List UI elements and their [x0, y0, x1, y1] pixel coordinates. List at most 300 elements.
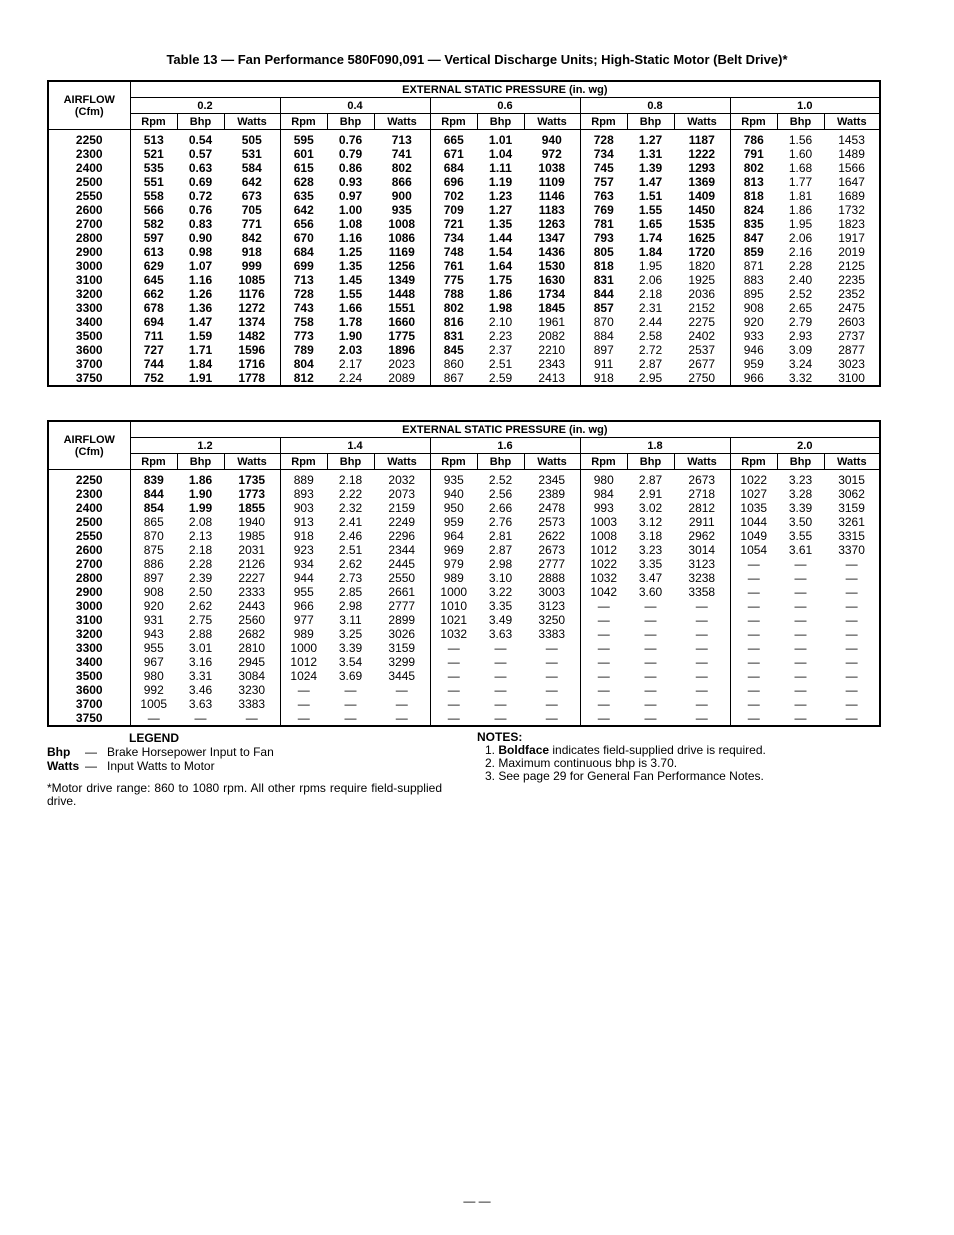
- table-cell: 2019: [824, 245, 880, 259]
- table-cell: 1.81: [788, 189, 813, 203]
- table-cell: 842: [224, 231, 280, 245]
- table-cell: 1.90: [338, 329, 363, 343]
- table-cell: —: [747, 641, 760, 655]
- table-cell: 793: [593, 231, 614, 245]
- table-cell: 2.72: [638, 343, 663, 357]
- table-cell: 1917: [824, 231, 880, 245]
- airflow-cell: 2500: [48, 175, 130, 189]
- table-cell: 870: [593, 315, 614, 329]
- table-cell: 1349: [374, 273, 430, 287]
- table-cell: 2877: [824, 343, 880, 357]
- table-cell: 1961: [524, 315, 580, 329]
- table-cell: 734: [593, 147, 614, 161]
- table-cell: 2475: [824, 301, 880, 315]
- table-row: [48, 329, 880, 343]
- table-cell: 1049: [740, 529, 768, 543]
- table-cell: 2344: [374, 543, 430, 557]
- table-row: [48, 515, 880, 529]
- table-cell: —: [747, 585, 760, 599]
- table-cell: 935: [443, 473, 464, 487]
- table-cell: 999: [224, 259, 280, 273]
- note-bold: Boldface: [498, 743, 550, 757]
- table-cell: 1.90: [188, 487, 213, 501]
- table-cell: 1778: [224, 371, 280, 386]
- table-cell: 713: [293, 273, 314, 287]
- table-cell: 824: [743, 203, 764, 217]
- airflow-cell: 3300: [48, 641, 130, 655]
- table-cell: 2296: [374, 529, 430, 543]
- table-row: [48, 669, 880, 683]
- table-cell: 847: [743, 231, 764, 245]
- table-cell: —: [794, 655, 807, 669]
- table-cell: 3.49: [488, 613, 513, 627]
- table-cell: 1.84: [188, 357, 213, 371]
- table-cell: 1.00: [338, 203, 363, 217]
- table-cell: 931: [143, 613, 164, 627]
- table-cell: 1.16: [338, 231, 363, 245]
- table-cell: 1.77: [788, 175, 813, 189]
- table-cell: 2.18: [188, 543, 213, 557]
- airflow-cell: 3100: [48, 613, 130, 627]
- table-cell: 1044: [740, 515, 768, 529]
- table-cell: —: [494, 697, 507, 711]
- table-cell: 1482: [224, 329, 280, 343]
- table-cell: 1775: [374, 329, 430, 343]
- table-cell: —: [747, 599, 760, 613]
- table-cell: 1925: [674, 273, 730, 287]
- column-header: Rpm: [430, 454, 477, 470]
- table-cell: 977: [293, 613, 314, 627]
- table-cell: —: [644, 641, 657, 655]
- table-cell: 1630: [524, 273, 580, 287]
- table-cell: 2603: [824, 315, 880, 329]
- table-cell: 763: [593, 189, 614, 203]
- table-cell: 2445: [374, 557, 430, 571]
- table-cell: 2.62: [338, 557, 363, 571]
- table-cell: 959: [443, 515, 464, 529]
- table-cell: 521: [143, 147, 164, 161]
- table-cell: 1032: [590, 571, 618, 585]
- table-cell: —: [447, 697, 460, 711]
- table-cell: 665: [443, 133, 464, 147]
- table-cell: 1008: [590, 529, 618, 543]
- table-cell: 893: [293, 487, 314, 501]
- table-cell: 1.91: [188, 371, 213, 385]
- table-cell: 1010: [440, 599, 468, 613]
- table-cell: 2777: [374, 599, 430, 613]
- table-cell: 3.10: [488, 571, 513, 585]
- table-cell: 1.39: [638, 161, 663, 175]
- table-cell: 2.18: [338, 473, 363, 487]
- airflow-cell: 3300: [48, 301, 130, 315]
- table-cell: 1176: [224, 287, 280, 301]
- table-cell: 940: [524, 130, 580, 148]
- table-cell: 0.54: [188, 133, 213, 147]
- table-cell: 1436: [524, 245, 580, 259]
- table-cell: —: [644, 627, 657, 641]
- table-cell: —: [447, 683, 460, 697]
- table-cell: 966: [743, 371, 764, 385]
- table-cell: 2560: [224, 613, 280, 627]
- table-cell: 923: [293, 543, 314, 557]
- airflow-cell: 2600: [48, 543, 130, 557]
- table-cell: 984: [593, 487, 614, 501]
- table-cell: 1450: [674, 203, 730, 217]
- airflow-cell: 3000: [48, 599, 130, 613]
- table-cell: —: [597, 697, 610, 711]
- pressure-header: 1.2: [130, 438, 280, 454]
- table-cell: 1347: [524, 231, 580, 245]
- pressure-header: 1.6: [430, 438, 580, 454]
- table-cell: 1.35: [338, 259, 363, 273]
- table-cell: 2.40: [788, 273, 813, 287]
- table-cell: —: [494, 683, 507, 697]
- airflow-cell: 2500: [48, 515, 130, 529]
- table-cell: 804: [293, 357, 314, 371]
- table-cell: 2159: [374, 501, 430, 515]
- table-cell: —: [794, 697, 807, 711]
- table-cell: 1.27: [488, 203, 513, 217]
- table-cell: 1.98: [488, 301, 513, 315]
- column-header: Rpm: [130, 114, 177, 130]
- table-cell: 0.63: [188, 161, 213, 175]
- fan-performance-table-1: [47, 80, 881, 387]
- table-cell: 2.52: [488, 473, 513, 487]
- column-header: Watts: [824, 114, 880, 130]
- table-cell: 2911: [674, 515, 730, 529]
- table-cell: —: [597, 627, 610, 641]
- table-cell: 0.90: [188, 231, 213, 245]
- table-cell: 2227: [224, 571, 280, 585]
- table-cell: 1.86: [788, 203, 813, 217]
- table-cell: 944: [293, 571, 314, 585]
- table-cell: 0.72: [188, 189, 213, 203]
- table-cell: 3.22: [488, 585, 513, 599]
- airflow-cell: 2250: [48, 130, 130, 148]
- esp-header: EXTERNAL STATIC PRESSURE (in. wg): [130, 421, 880, 438]
- table-cell: 2888: [524, 571, 580, 585]
- table-cell: —: [824, 557, 880, 571]
- column-header: Rpm: [280, 114, 327, 130]
- table-row: [48, 287, 880, 301]
- table-cell: 1012: [590, 543, 618, 557]
- table-cell: 1.47: [638, 175, 663, 189]
- table-cell: 1448: [374, 287, 430, 301]
- table-cell: 2.03: [338, 343, 363, 357]
- pressure-header: 1.0: [730, 98, 880, 114]
- table-row: [48, 571, 880, 585]
- table-cell: 1086: [374, 231, 430, 245]
- table-cell: 3062: [824, 487, 880, 501]
- table-cell: 1.08: [338, 217, 363, 231]
- table-cell: —: [644, 683, 657, 697]
- table-cell: 2.65: [788, 301, 813, 315]
- table-cell: 857: [593, 301, 614, 315]
- table-cell: 2.58: [638, 329, 663, 343]
- table-cell: 696: [443, 175, 464, 189]
- table-cell: 3.23: [788, 473, 813, 487]
- table-cell: —: [794, 683, 807, 697]
- column-header: Watts: [224, 454, 280, 470]
- table-cell: 2.76: [488, 515, 513, 529]
- column-header: Watts: [224, 114, 280, 130]
- table-row: [48, 585, 880, 599]
- table-cell: 805: [593, 245, 614, 259]
- table-cell: 2661: [374, 585, 430, 599]
- airflow-unit: (Cfm): [74, 445, 104, 458]
- table-cell: 1773: [224, 487, 280, 501]
- table-cell: —: [747, 613, 760, 627]
- table-cell: 3.12: [638, 515, 663, 529]
- table-cell: 946: [743, 343, 764, 357]
- table-cell: 2235: [824, 273, 880, 287]
- table-cell: 1021: [440, 613, 468, 627]
- table-cell: 1027: [740, 487, 768, 501]
- table-cell: 2036: [674, 287, 730, 301]
- table-cell: 835: [743, 217, 764, 231]
- legend: [47, 731, 447, 773]
- table-row: [48, 487, 880, 501]
- table-cell: 2.98: [338, 599, 363, 613]
- table-cell: —: [297, 683, 310, 697]
- table-cell: —: [747, 571, 760, 585]
- table-cell: 1716: [224, 357, 280, 371]
- pressure-header: 0.8: [580, 98, 730, 114]
- table-cell: —: [374, 711, 430, 726]
- table-cell: —: [674, 599, 730, 613]
- column-header: Rpm: [280, 454, 327, 470]
- table-row: [48, 543, 880, 557]
- table-cell: 743: [293, 301, 314, 315]
- table-cell: 662: [143, 287, 164, 301]
- table-row: [48, 259, 880, 273]
- table-cell: 2210: [524, 343, 580, 357]
- table-cell: 2.24: [338, 371, 363, 385]
- airflow-header: [48, 81, 130, 130]
- table-cell: —: [147, 711, 160, 725]
- table-cell: 758: [293, 315, 314, 329]
- column-header: Watts: [374, 114, 430, 130]
- legend-abbr: Watts: [47, 759, 80, 773]
- table-cell: 1054: [740, 543, 768, 557]
- table-cell: —: [824, 641, 880, 655]
- table-cell: 535: [143, 161, 164, 175]
- table-cell: 2.18: [638, 287, 663, 301]
- table-cell: —: [747, 655, 760, 669]
- table-cell: 934: [293, 557, 314, 571]
- table-cell: 513: [143, 133, 164, 147]
- table-cell: 897: [593, 343, 614, 357]
- table-cell: —: [644, 697, 657, 711]
- table-cell: 2089: [374, 371, 430, 386]
- table-row: [48, 175, 880, 189]
- table-cell: —: [824, 655, 880, 669]
- table-cell: 3.11: [339, 613, 362, 627]
- column-header: Watts: [824, 454, 880, 470]
- table-cell: 972: [524, 147, 580, 161]
- table-cell: —: [494, 655, 507, 669]
- table-row: [48, 371, 880, 386]
- airflow-cell: 2300: [48, 147, 130, 161]
- column-header: Watts: [674, 114, 730, 130]
- table-row: [48, 697, 880, 711]
- table-cell: 2343: [524, 357, 580, 371]
- table-cell: 741: [374, 147, 430, 161]
- table-cell: 2573: [524, 515, 580, 529]
- table-cell: 2.66: [488, 501, 513, 515]
- table-cell: 582: [143, 217, 164, 231]
- legend-heading: LEGEND: [129, 731, 180, 745]
- table-cell: 859: [743, 245, 764, 259]
- table-cell: 2.87: [638, 357, 663, 371]
- table-cell: —: [344, 697, 357, 711]
- table-cell: —: [344, 683, 357, 697]
- table-cell: 3230: [224, 683, 280, 697]
- table-cell: 920: [743, 315, 764, 329]
- table-cell: 870: [143, 529, 164, 543]
- table-cell: 791: [743, 147, 764, 161]
- table-cell: 3.24: [788, 357, 813, 371]
- table-cell: —: [747, 683, 760, 697]
- table-cell: 802: [374, 161, 430, 175]
- table-cell: 3.54: [338, 655, 363, 669]
- table-cell: 2962: [674, 529, 730, 543]
- table-cell: 1845: [524, 301, 580, 315]
- table-cell: 3.28: [788, 487, 813, 501]
- table-cell: —: [794, 613, 807, 627]
- column-header: Bhp: [477, 114, 524, 130]
- pressure-header: 2.0: [730, 438, 880, 454]
- pressure-header: 0.4: [280, 98, 430, 114]
- table-cell: 2.56: [488, 487, 513, 501]
- table-cell: 3084: [224, 669, 280, 683]
- pressure-header: 0.6: [430, 98, 580, 114]
- legend-dash: —: [85, 745, 97, 759]
- table-cell: —: [794, 711, 807, 725]
- table-cell: 955: [293, 585, 314, 599]
- table-cell: 1.47: [188, 315, 213, 329]
- table-cell: 2023: [374, 357, 430, 371]
- table-cell: —: [597, 655, 610, 669]
- table-cell: 694: [143, 315, 164, 329]
- table-cell: 699: [293, 259, 314, 273]
- table-cell: 656: [293, 217, 314, 231]
- table-cell: 0.83: [188, 217, 213, 231]
- table-cell: 865: [143, 515, 164, 529]
- airflow-cell: 3400: [48, 655, 130, 669]
- table-row: [48, 627, 880, 641]
- table-cell: 1169: [374, 245, 430, 259]
- table-cell: 1022: [740, 473, 768, 487]
- table-cell: 884: [593, 329, 614, 343]
- airflow-cell: 2550: [48, 189, 130, 203]
- table-cell: —: [447, 641, 460, 655]
- table-cell: 1256: [374, 259, 430, 273]
- table-row: [48, 655, 880, 669]
- table-cell: 2812: [674, 501, 730, 515]
- table-cell: —: [674, 613, 730, 627]
- table-cell: 0.57: [188, 147, 213, 161]
- table-cell: 1.86: [188, 473, 213, 487]
- table-cell: 1.71: [188, 343, 213, 357]
- table-cell: 1.78: [338, 315, 363, 329]
- table-cell: 2249: [374, 515, 430, 529]
- table-cell: 1109: [524, 175, 580, 189]
- table-row: [48, 273, 880, 287]
- table-cell: —: [747, 557, 760, 571]
- airflow-label: AIRFLOW: [63, 93, 115, 106]
- table-cell: 1.16: [188, 273, 213, 287]
- table-cell: 0.86: [338, 161, 363, 175]
- table-cell: 2.93: [788, 329, 813, 343]
- table-cell: 2.23: [488, 329, 513, 343]
- table-cell: 1566: [824, 161, 880, 175]
- table-cell: 1003: [590, 515, 618, 529]
- table-cell: 3.39: [338, 641, 363, 655]
- airflow-cell: 3000: [48, 259, 130, 273]
- table-cell: 2810: [224, 641, 280, 655]
- table-cell: 0.76: [338, 133, 363, 147]
- table-cell: 1085: [224, 273, 280, 287]
- column-header: Rpm: [430, 114, 477, 130]
- notes-heading: NOTES:: [477, 730, 523, 744]
- table-cell: 2.41: [338, 515, 363, 529]
- table-cell: 1222: [674, 147, 730, 161]
- table-cell: 1.51: [638, 189, 663, 203]
- column-header: Rpm: [730, 114, 777, 130]
- table-cell: —: [524, 669, 580, 683]
- note-text: See page 29 for General Fan Performance Notes.: [498, 769, 764, 783]
- table-cell: —: [824, 669, 880, 683]
- table-cell: 3123: [524, 599, 580, 613]
- airflow-cell: 3600: [48, 343, 130, 357]
- table-row: [48, 301, 880, 315]
- note-text: indicates field-supplied drive is required.: [549, 743, 766, 757]
- table-cell: —: [794, 627, 807, 641]
- table-cell: 744: [143, 357, 164, 371]
- airflow-cell: 2550: [48, 529, 130, 543]
- table-cell: 908: [143, 585, 164, 599]
- table-cell: 2402: [674, 329, 730, 343]
- table-cell: 705: [224, 203, 280, 217]
- table-cell: 1453: [824, 130, 880, 148]
- table-cell: —: [447, 655, 460, 669]
- table-cell: —: [747, 627, 760, 641]
- table-cell: 1183: [524, 203, 580, 217]
- table-cell: 3.25: [338, 627, 363, 641]
- airflow-cell: 2700: [48, 557, 130, 571]
- table-cell: 2718: [674, 487, 730, 501]
- table-cell: 752: [143, 371, 164, 385]
- table-cell: 1.65: [638, 217, 663, 231]
- table-cell: —: [824, 627, 880, 641]
- legend-item: [47, 759, 447, 773]
- table-cell: 615: [293, 161, 314, 175]
- table-cell: 628: [293, 175, 314, 189]
- table-cell: 728: [293, 287, 314, 301]
- table-cell: 964: [443, 529, 464, 543]
- table-row: [48, 203, 880, 217]
- table-cell: 3.60: [638, 585, 663, 599]
- table-cell: 584: [224, 161, 280, 175]
- pressure-header: 0.2: [130, 98, 280, 114]
- table-cell: 2.44: [638, 315, 663, 329]
- table-cell: 1735: [224, 470, 280, 488]
- table-cell: —: [794, 599, 807, 613]
- airflow-unit: (Cfm): [74, 105, 104, 118]
- table-row: [48, 343, 880, 357]
- table-cell: 1823: [824, 217, 880, 231]
